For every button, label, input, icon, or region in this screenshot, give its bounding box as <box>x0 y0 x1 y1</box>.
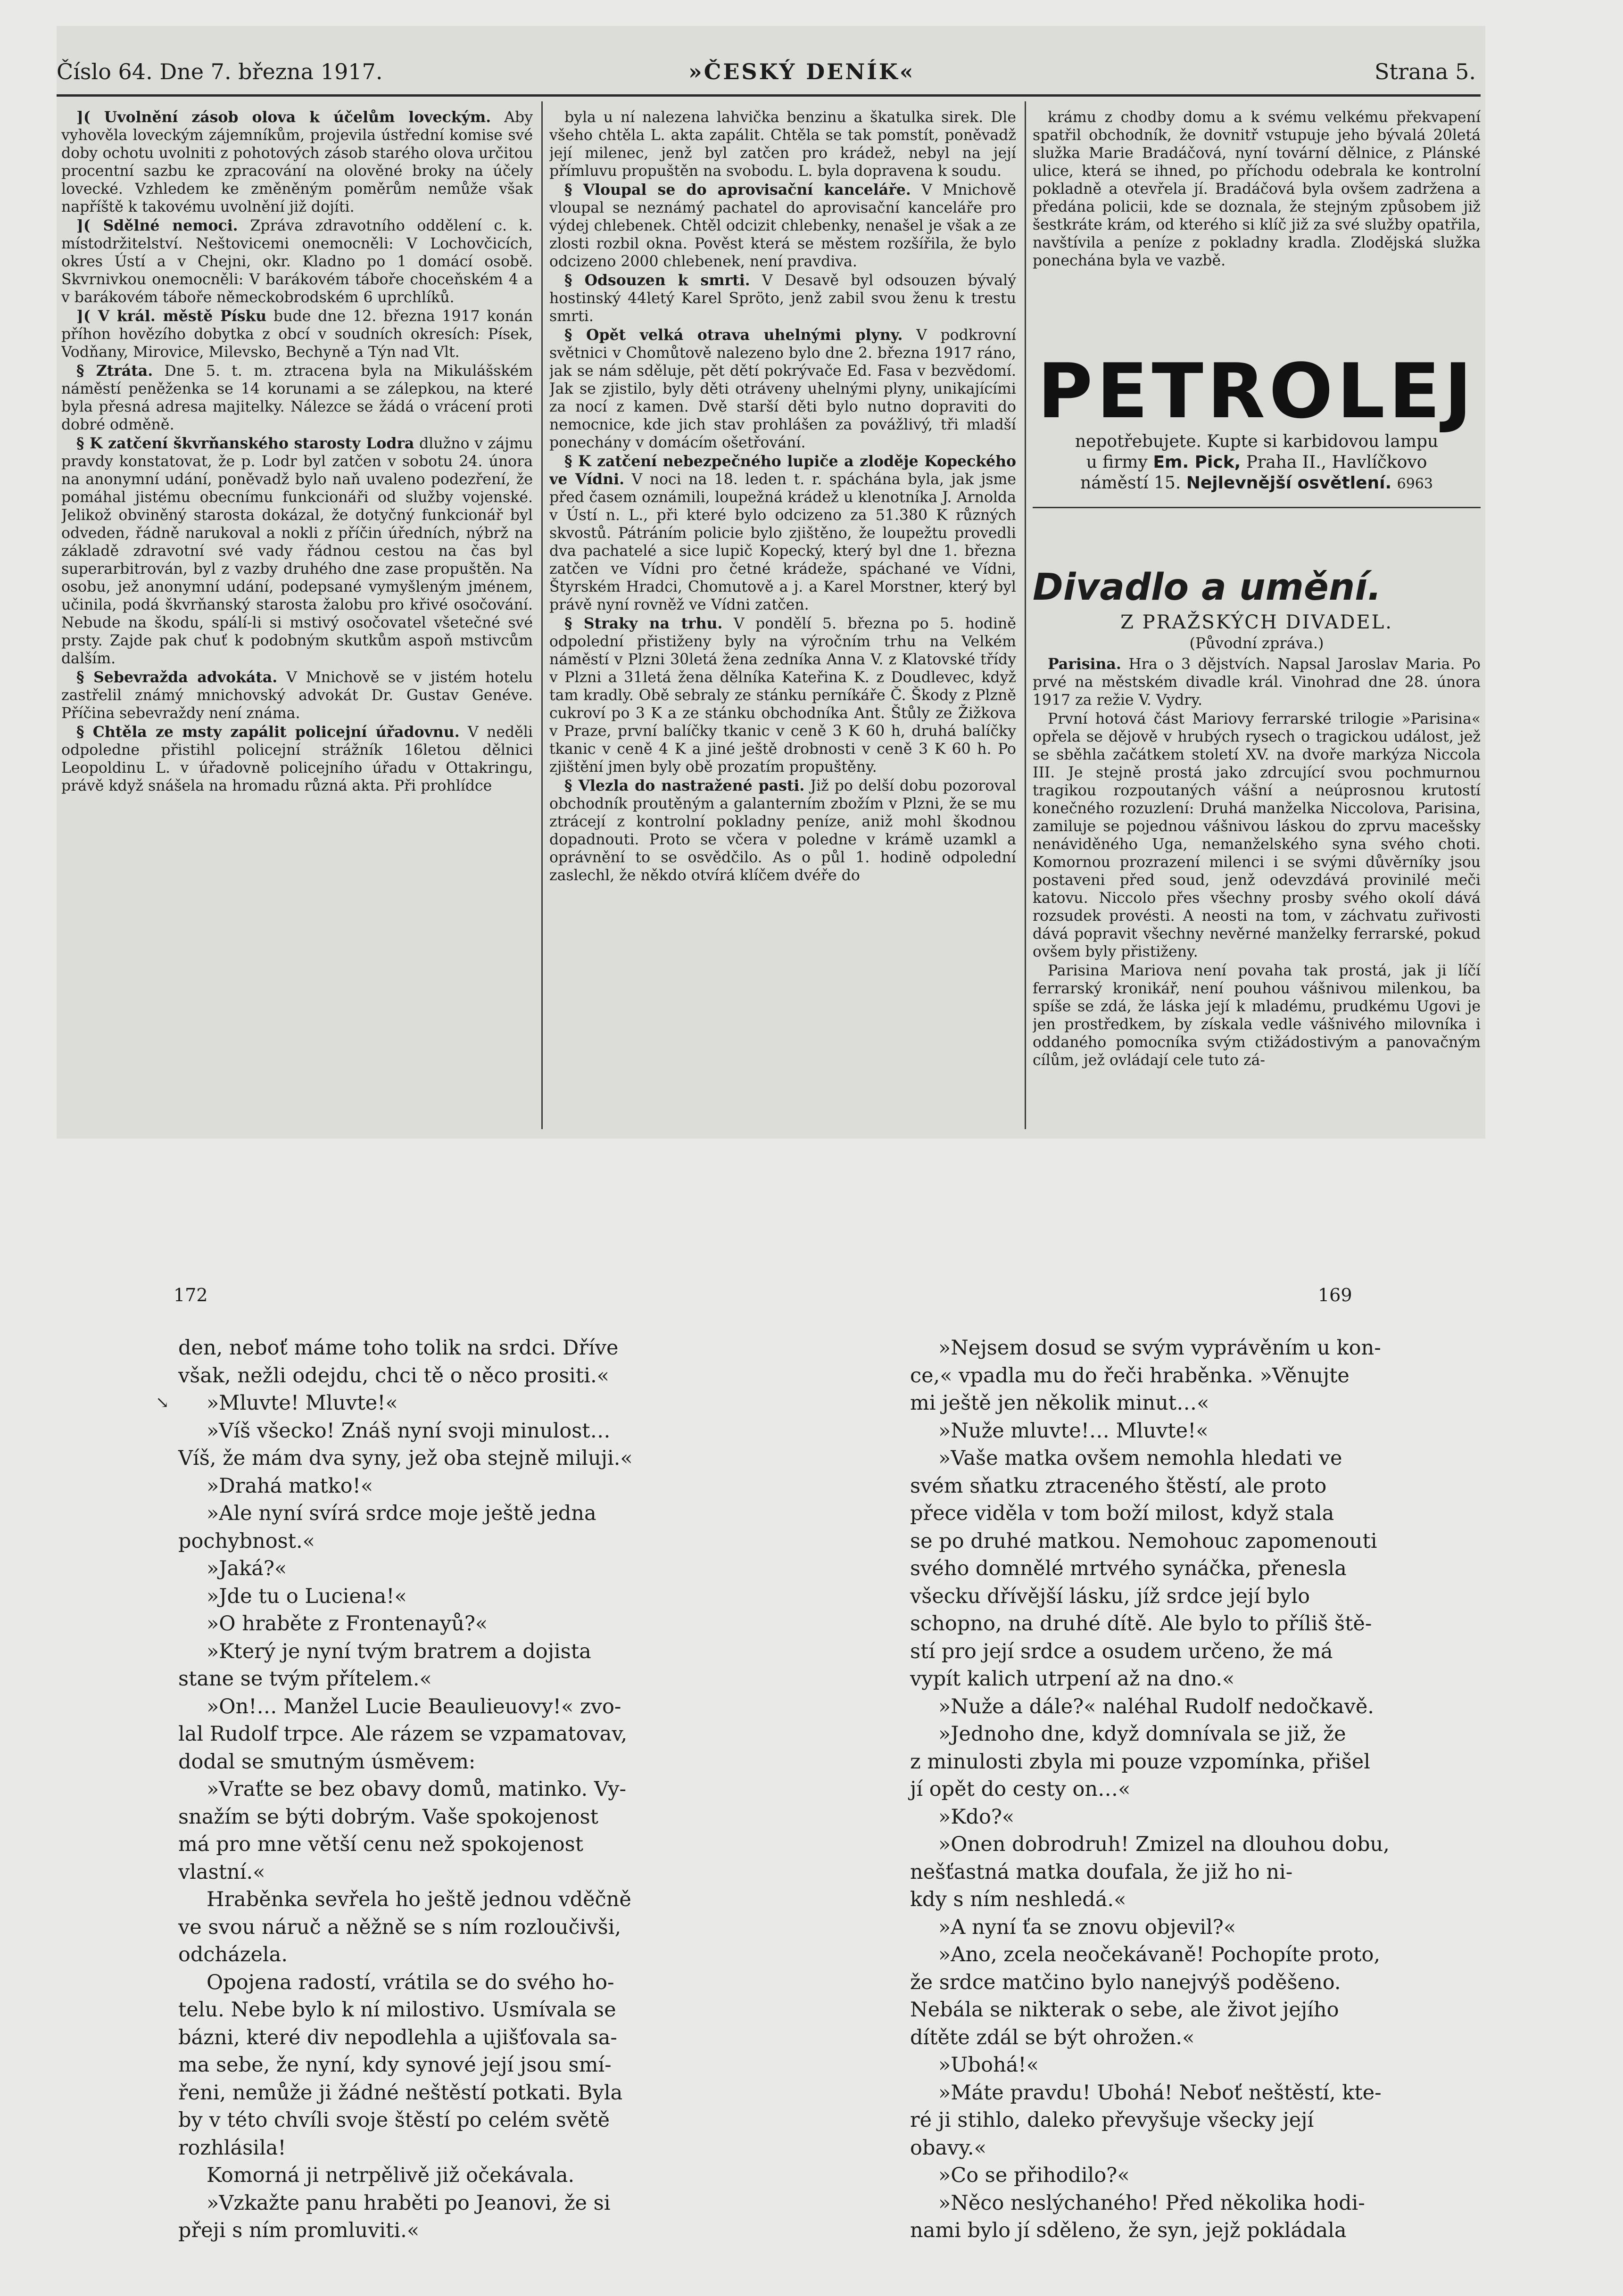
ad-line-2 <box>1033 452 1481 473</box>
book-text-line: »Ubohá!« <box>938 2053 1039 2077</box>
book-text-line: mi ještě jen několik minut…« <box>910 1391 1209 1415</box>
section-subtitle: Z PRAŽSKÝCH DIVADEL. <box>1120 611 1393 633</box>
newspaper-title: »ČESKÝ DENÍK« <box>688 59 915 84</box>
article-paragraph <box>549 181 1016 271</box>
article-heading: ]( Uvolnění zásob olova k účelům loveckým. <box>76 108 491 126</box>
book-text-line: »On!… Manžel Lucie Beaulieuovy!« zvo- <box>207 1694 621 1718</box>
book-text-line: ce,« vpadla mu do řeči hraběnka. »Věnujte <box>910 1363 1350 1388</box>
book-text-line: ré ji stihlo, daleko převyšuje všecky její <box>910 2108 1314 2132</box>
book-text-line: z minulosti zbyla mi pouze vzpomínka, přišel <box>910 1750 1370 1774</box>
book-text-line: že srdce matčino bylo nanejvýš poděšeno. <box>910 1970 1341 1994</box>
article-heading: § Vlezla do nastražené pasti. <box>564 777 805 794</box>
ad-line-3 <box>1033 473 1481 495</box>
article-paragraph <box>1033 108 1481 270</box>
article-paragraph <box>1033 655 1481 709</box>
article-heading: § Vloupal se do aprovisační kanceláře. <box>564 181 911 198</box>
ad-line-2-prefix: u firmy <box>1086 453 1153 472</box>
article-paragraph <box>61 723 533 795</box>
column-divider <box>1025 101 1026 1129</box>
book-text-line: nešťastná matka doufala, že již ho ni- <box>910 1860 1293 1884</box>
book-text-line: obavy.« <box>910 2136 986 2160</box>
book-text-line: Hraběnka sevřela ho ještě jednou vděčně <box>207 1888 631 1911</box>
article-text: V pondělí 5. března po 5. hodině odpolední přistiženy byly na výročním trhu na Velkém náměstí v Plzni 30letá žena zedníka Anna V. z Klatovské třídy v Plzni a 31letá žena dělníka Kateřina K. z Doudlevec, když tam kradly. Obě sebraly ze stánku perníkáře Č. Škody z Plzně cukroví po 3 K a ze stánku obchodníka Ant. Štůly ze Žižkova v Praze, první balíčky tkanic v ceně 3 K 60 h, druhá balíčky tkanic v ceně 4 K a jiné ještě drobnosti v ceně 3 K 60 h. Po zjištění jmen byly obě prozatím propuštěny. <box>549 615 1016 776</box>
book-text-line: telu. Nebe bylo k ní milostivo. Usmívala se <box>178 1998 616 2022</box>
book-text-line: dodal se smutným úsměvem: <box>178 1750 476 1774</box>
book-text-line: »O hraběte z Frontenayů?« <box>207 1612 488 1635</box>
book-text-line: »Mluvte! Mluvte!« <box>207 1391 398 1415</box>
newspaper-clipping <box>57 26 1485 1139</box>
book-text-line: »Jaká?« <box>207 1557 287 1580</box>
book-text-line: schopno, na druhé dítě. Ale bylo to příliš ště- <box>910 1612 1372 1635</box>
article-paragraph <box>61 217 533 306</box>
article-text: V noci na 18. leden t. r. spáchána byla, jak jsme před časem oznámili, loupežná krádež u klenotníka J. Arnolda v Ústí n. L., při které bylo odcizeno za 51.380 K různých skvostů. Pátráním policie bylo zjištěno, že loupežtu provedli dva pachatelé a sice lupič Kopecký, který byl dne 1. března zatčen ve Vídni pro četné krádeže, spáchané ve Vídni, Štyrském Hradci, Chomutově a j. a Karel Morstner, který byl právě nyní rovněž ve Vídni zatčen. <box>549 471 1016 613</box>
book-text-right <box>910 1334 1419 2245</box>
book-text-line: stane se tvým přítelem.« <box>178 1667 432 1691</box>
article-text: Hra o 3 dějstvích. Napsal Jaroslav Maria. Po prvé na městském divadle král. Vinohrad dne 28. února 1917 za režie V. Vydry. <box>1033 656 1481 709</box>
book-text-line: kdy s ním neshledá.« <box>910 1888 1126 1911</box>
book-text-line: svého domnělé mrtvého synáčka, přenesla <box>910 1557 1347 1580</box>
book-text-left <box>178 1334 678 2245</box>
book-text-line: má pro mne větší cenu než spokojenost <box>178 1833 583 1856</box>
article-text: První hotová část Mariovy ferrarské trilogie »Parisina« opřela se dějově v hrubých rysech o tragickou událost, jež se sběhla začátkem století XV. na dvoře markýza Niccola III. Je stejně prostá jako zdrcující svou pochmurnou tragikou rozpoutaných vášní a neúprosnou krutostí konečného rozuzlení: Druhá manželka Niccolova, Parisina, zamiluje se pojednou vášnivou láskou do zprvu macešsky nenáviděného Uga, nemanželského syna svého choti. Komornou prozrazení milenci i se svými důvěrníky jsou postaveni před soud, jenž odevzdává provinilé meči katovu. Niccolo přes všechny prosby svého okolí dává rozsudek provésti. A neosti na tom, v záchvatu zuřivosti dává popravit všechny nevěrné manželky ferrarské, pokud ovšem byly přistiženy. <box>1033 710 1481 960</box>
article-text: Dne 5. t. m. ztracena byla na Mikulášském náměstí peněženka se 14 korunami a se zálepkou, na které byla přesná adresa majitelky. Nálezce se žádá o vrácení proti dobré odměně. <box>61 363 533 433</box>
article-paragraph <box>549 615 1016 776</box>
book-text-line: »Co se přihodilo?« <box>938 2164 1130 2187</box>
ad-slogan: Nejlevnější osvětlení. <box>1186 473 1392 493</box>
article-text: V podkrovní světnici v Chomůtově nalezeno bylo dne 2. března 1917 ráno, jak se nám sděluje, pět dětí pokrývače Ed. Fasa v bezvědomí. Jak se zjistilo, byly děti otráveny uhelnými plyny, unikajícími za nocí z kamen. Dvě starší děti bylo nutno dopraviti do nemocnice, kde jich stav prohlášen za povážlivý, tři mladší ponechány v domácím ošetřování. <box>549 327 1016 451</box>
article-text: V neděli odpoledne přistihl policejní strážník 16letou dělnici Leopoldinu L. v úřadovně policejního úřadu v Ottakringu, právě když snášela na hromadu různá akta. Při prohlídce <box>61 724 533 794</box>
article-text: Již po delší dobu pozoroval obchodník proutěným a galanterním zbožím v Plzni, že se mu ztrácejí z kontrolní pokladny peníze, aniž mohl škodnou dopadnouti. Proto se včera v poledne v krámě uzamkl a oprávnění to se osvědčilo. As o půl 1. hodině odpolední zaslechl, že někdo otvírá klíčem dvéře do <box>549 777 1016 884</box>
article-paragraph <box>549 272 1016 325</box>
article-paragraph <box>549 108 1016 180</box>
article-heading: ]( Sdělné nemoci. <box>76 217 238 234</box>
culture-paragraphs <box>1033 655 1481 1069</box>
article-paragraph <box>61 362 533 434</box>
article-text: V Mnichově se v jistém hotelu zastřelil známý mnichovský advokát Dr. Gustav Genéve. Příčina sebevraždy není známa. <box>61 669 533 722</box>
column-divider <box>541 101 543 1129</box>
article-heading: § Sebevražda advokáta. <box>76 669 278 686</box>
masthead-rule <box>57 94 1481 97</box>
article-heading: § K zatčení škvrňanského starosty Lodra <box>76 435 414 452</box>
book-text-line: snažím se býti dobrým. Vaše spokojenost <box>178 1805 598 1829</box>
book-text-line: by v této chvíli svoje štěstí po celém světě <box>178 2108 610 2132</box>
article-text: V Desavě byl odsouzen bývalý hostinský 44letý Karel Spröto, jenž zabil svou ženu k trestu smrti. <box>549 272 1016 325</box>
article-heading: ]( V král. městě Písku <box>76 307 267 325</box>
book-text-line: »Který je nyní tvým bratrem a dojista <box>207 1639 591 1663</box>
article-heading: § Chtěla ze msty zapálit policejní úřadovnu. <box>76 723 460 741</box>
book-text-line: přeji s ním promluviti.« <box>178 2219 420 2242</box>
book-text-line: svém sňatku ztraceného štěstí, ale proto <box>910 1474 1327 1498</box>
book-text-line: lal Rudolf trpce. Ale rázem se vzpamatovav, <box>178 1722 628 1746</box>
book-text-line: »Ale nyní svírá srdce moje ještě jedna <box>207 1502 596 1525</box>
book-page-number-right: 169 <box>1318 1285 1352 1305</box>
article-text: krámu z chodby domu a k svému velkému překvapení spatřil obchodník, že dovnitř vstupuje jeho bývalá 20letá služka Marie Bradáčová, nyní tovární dělnice, z Plánské ulice, která se ihned, po příchodu odebrala ke kontrolní pokladně a otevřela jí. Bradáčová byla ovšem zadržena a předána policii, kde se doznala, že stejným způsobem již šestkráte krám, od kterého si klíč již za své služby opatřila, navštívila a peníze z pokladny kradla. Zlodějská služka ponechána byla ve vazbě. <box>1033 109 1481 269</box>
book-text-line: vlastní.« <box>178 1860 265 1884</box>
article-paragraph <box>61 435 533 668</box>
section-title: Divadlo a umění. <box>1033 566 1382 609</box>
book-text-line: ma sebe, že nyní, kdy synové její jsou smí- <box>178 2053 612 2077</box>
book-text-line: »Vzkažte panu hraběti po Jeanovi, že si <box>207 2191 611 2215</box>
book-text-line: »Vraťte se bez obavy domů, matinko. Vy- <box>207 1777 627 1801</box>
book-text-line: »Vaše matka ovšem nemohla hledati ve <box>938 1446 1342 1470</box>
book-text-line: »Drahá matko!« <box>207 1474 373 1498</box>
book-text-line: však, nežli odejdu, chci tě o něco prositi.« <box>178 1363 609 1388</box>
book-text-line: »Víš všecko! Znáš nyní svoji minulost… <box>207 1419 611 1443</box>
book-text-line: »A nyní ťa se znovu objevil?« <box>938 1915 1236 1939</box>
article-heading: § Odsouzen k smrti. <box>564 272 750 289</box>
book-text-line: nami bylo jí sděleno, že syn, jejž pokládala <box>910 2219 1347 2242</box>
article-heading: § Ztráta. <box>76 362 153 380</box>
ad-address: náměstí 15. <box>1080 473 1186 493</box>
article-paragraph <box>549 453 1016 614</box>
masthead <box>57 59 1485 92</box>
book-text-line: »Něco neslýchaného! Před několika hodi- <box>938 2191 1365 2215</box>
article-text: byla u ní nalezena lahvička benzinu a škatulka sirek. Dle všeho chtěla L. akta zapálit. Chtěla se tak pomstít, poněvadž její milenec, jenž byl zatčen pro krádež, nebyl na její přímluvu propuštěn na svobodu. L. byla dopravena k soudu. <box>549 109 1016 180</box>
book-text-line: »Kdo?« <box>938 1805 1015 1829</box>
article-heading: § Opět velká otrava uhelnými plyny. <box>564 326 903 344</box>
news-column-1 <box>61 108 533 1131</box>
article-paragraph <box>549 777 1016 884</box>
book-text-line: rozhlásila! <box>178 2136 286 2160</box>
book-text-line: přece viděla v tom boží milost, když stala <box>910 1502 1334 1525</box>
book-text-line: Nebála se nikterak o sebe, ale život jejího <box>910 1998 1339 2022</box>
book-text-line: Komorná ji netrpělivě již očekávala. <box>207 2164 575 2187</box>
book-text-line: pochybnost.« <box>178 1529 315 1553</box>
book-text-line: se po druhé matkou. Nemohouc zapomenouti <box>910 1529 1377 1553</box>
section-note: (Původní zpráva.) <box>1189 634 1324 652</box>
ad-line-1: nepotřebujete. Kupte si karbidovou lampu <box>1075 432 1439 451</box>
book-text-line: »Nejsem dosud se svým vyprávěním u kon- <box>938 1336 1381 1360</box>
newspaper-page-number: Strana 5. <box>1375 59 1476 84</box>
book-text-line: »Ano, zcela neočekávaně! Pochopíte proto, <box>938 1943 1381 1966</box>
article-text: Parisina Mariova není povaha tak prostá, jak ji líčí ferrarský kronikář, není pouhou vášnivou milenkou, ba spíše se zdá, že láska její k mladému, prudkému Ugovi je jen prostředkem, by získala vedle vášnivého milovníka i oddaného pomocníka svým ctižádostivým a panovačným cílům, jež ovládají cele tuto zá- <box>1033 962 1481 1069</box>
book-text-line: jí opět do cesty on…« <box>910 1777 1131 1801</box>
book-text-line: všecku dřívější lásku, jíž srdce její bylo <box>910 1584 1310 1608</box>
news-column-2 <box>549 108 1016 1131</box>
article-paragraph <box>61 669 533 722</box>
article-text: Zpráva zdravotního oddělení c. k. místodržitelství. Neštovicemi onemocněli: V Lochovčicích, okres Ústí a v Chejni, okr. Kladno po 1 domácí osobě. Skvrnivkou onemocněli: V barákovém táboře choceňském 4 a v barákovém táboře německobrodském 6 uprchlíků. <box>61 217 533 306</box>
article-paragraph <box>1033 962 1481 1069</box>
issue-date: Číslo 64. Dne 7. března 1917. <box>57 59 383 84</box>
article-paragraph <box>61 108 533 216</box>
article-paragraph <box>549 326 1016 452</box>
book-text-line: »Nuže a dále?« naléhal Rudolf nedočkavě. <box>938 1694 1374 1718</box>
book-text-line: »Máte pravdu! Ubohá! Neboť neštěstí, kte- <box>938 2081 1382 2105</box>
book-text-line: řeni, nemůže ji žádné neštěstí potkati. Byla <box>178 2081 623 2105</box>
article-text: dlužno v zájmu pravdy konstatovat, že p. Lodr byl zatčen v sobotu 24. února na anonymní udání, poněvadž bylo naň uvaleno podezření, že pomáhal jistému obecnímu funkcionáři od služby vojenské. Jelikož obviněný starosta dokázal, že dotyčný funkcionář byl odveden, řádně narukoval a nokli z příčin úředních, nýbrž na základě zdravotní své vady řádnou cestou na čas byl superarbitrován, byl z vazby druhého dne zase propuštěn. Na osobu, jež anonymní udání, podepsané vymyšleným jménem, učinila, podá škvrňanský starosta žalobu pro křivé osočování. Nebude na škodu, spálí-li si mstivý osočovatel všetečné své prsty. Zajde pak chuť k podobným skutkům aspoň mstivcům dalším. <box>61 435 533 667</box>
petrolej-advertisement <box>1033 347 1481 508</box>
margin-mark: ↘ <box>156 1393 169 1412</box>
book-text-line: Víš, že mám dva syny, jež oba stejně miluji.« <box>178 1446 633 1470</box>
book-text-line: vypít kalich utrpení až na dno.« <box>910 1667 1235 1691</box>
book-text-line: Opojena radostí, vrátila se do svého ho- <box>207 1970 614 1994</box>
book-text-line: dítěte zdál se být ohrožen.« <box>910 2025 1195 2049</box>
book-text-line: odcházela. <box>178 1943 288 1966</box>
article-text: Aby vyhověla loveckým zájemníkům, projevila ústřední komise své doby ochotu uvolniti z pohotových zásob starého olova určitou procentní sazbu ke zpracování na olověné broky na účely lovecké. Vzhledem ke změněným poměrům nemůže však napříště k takovému uvolnění již dojíti. <box>61 109 533 215</box>
ad-headline: PETROLEJ <box>1037 347 1476 435</box>
ad-firm-name: Em. Pick, <box>1153 453 1241 472</box>
article-heading: § Straky na trhu. <box>564 615 723 632</box>
ad-number: 6963 <box>1397 476 1433 492</box>
book-text-line: ve svou náruč a něžně se s ním rozloučivši, <box>178 1915 621 1939</box>
book-text-line: »Nuže mluvte!… Mluvte!« <box>938 1419 1209 1443</box>
article-paragraph <box>61 307 533 361</box>
article-heading: Parisina. <box>1048 655 1121 673</box>
article-paragraph <box>1033 710 1481 961</box>
book-text-line: »Jde tu o Luciena!« <box>207 1584 407 1608</box>
ad-line-2-suffix: Praha II., Havlíčkovo <box>1241 453 1427 472</box>
book-text-line: den, neboť máme toho tolik na srdci. Dříve <box>178 1336 619 1360</box>
book-text-line: bázni, které div nepodlehla a ujišťovala sa- <box>178 2025 617 2049</box>
article-heading: § K zatčení nebezpečného lupiče a zloděje Kopeckého ve Vídni. <box>549 453 1016 488</box>
article-text: bude dne 12. března 1917 konán příhon hovězího dobytka z obcí v soudních okresích: Písek, Vodňany, Mirovice, Milevsko, Bechyně a Týn nad Vlt. <box>61 308 533 361</box>
book-page-number-left: 172 <box>174 1285 208 1305</box>
article-text: V Mnichově vloupal se neznámý pachatel do aprovisační kanceláře pro výdej chlebenek. Chtěl odcizit chlebenky, nenašel je však a ze zlosti rozbil okna. Pověst která se městem rozšířila, že bylo odcizeno 2000 chlebenek, není pravdiva. <box>549 182 1016 270</box>
book-text-line: »Onen dobrodruh! Zmizel na dlouhou dobu, <box>938 1833 1390 1856</box>
book-text-line: »Jednoho dne, když domnívala se již, že <box>938 1722 1346 1746</box>
book-text-line: stí pro její srdce a osudem určeno, že má <box>910 1639 1333 1663</box>
culture-column <box>1033 561 1481 1131</box>
